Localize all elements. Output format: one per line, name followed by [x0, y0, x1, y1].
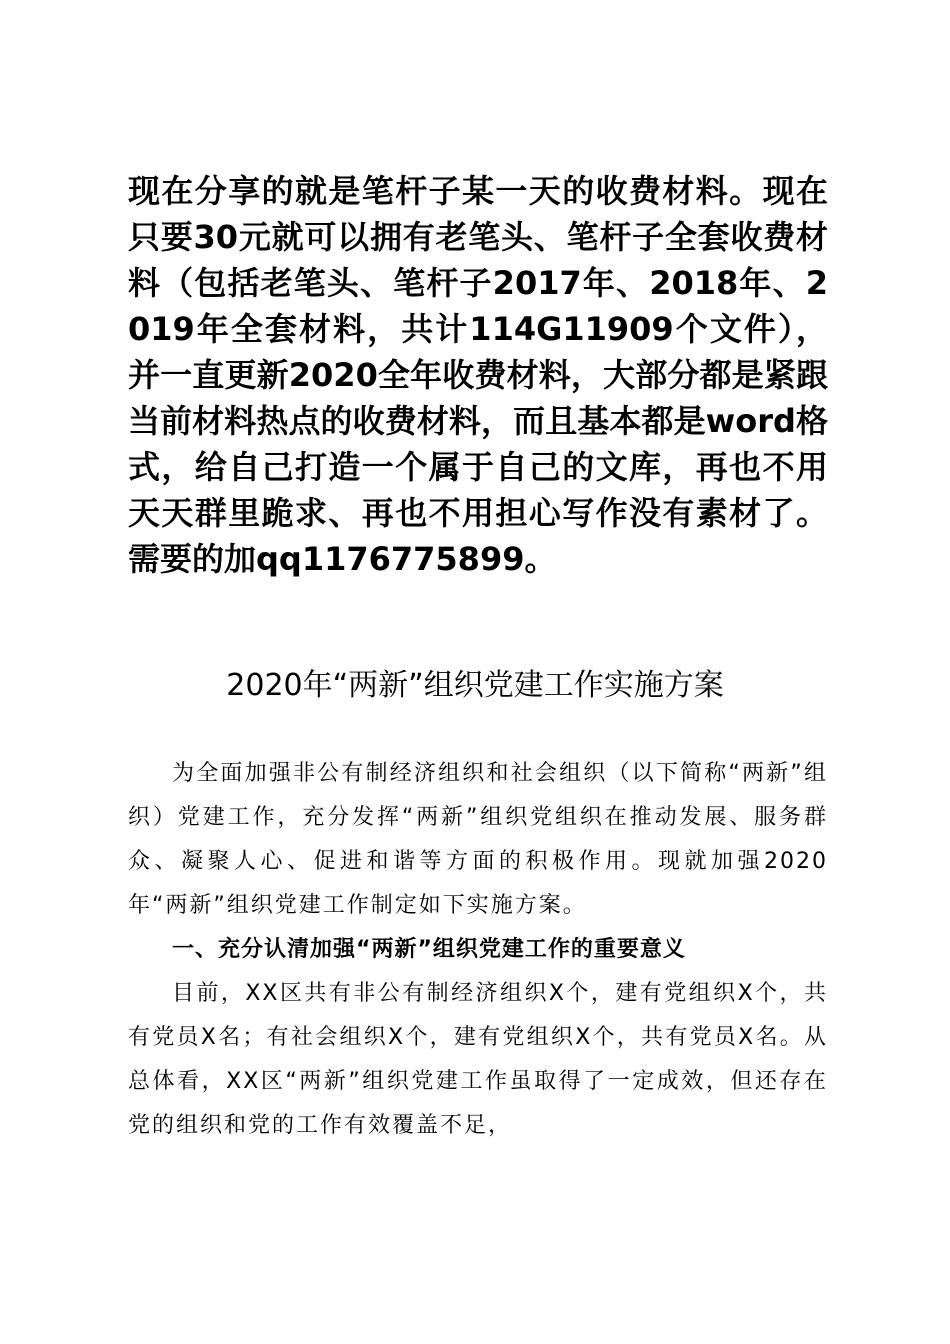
- intro-paragraph: 为全面加强非公有制经济组织和社会组织（以下简称“两新”组织）党建工作，充分发挥“两新”组织党组织在推动发展、服务群众、凝聚人心、促进和谐等方面的积极作用。现就加强2020年“两新”组织党建工作制定如下实施方案。: [128, 761, 828, 918]
- document-body: [128, 752, 828, 1148]
- promo-paragraph: 现在分享的就是笔杆子某一天的收费材料。现在只要30元就可以拥有老笔头、笔杆子全套收费材料（包括老笔头、笔杆子2017年、2018年、2019年全套材料，共计114G11909个文件），并一直更新2020全年收费材料，大部分都是紧跟当前材料热点的收费材料，而且基本都是word格式，给自己打造一个属于自己的文库，再也不用天天群里跪求、再也不用担心写作没有素材了。需要的加qq1176775899。: [128, 172, 828, 578]
- section-heading: 一、充分认清加强“两新”组织党建工作的重要意义: [172, 937, 686, 962]
- document-title: 2020年“两新”组织党建工作实施方案: [226, 668, 724, 703]
- section-paragraph: 目前，XX区共有非公有制经济组织X个，建有党组织X个，共有党员X名；有社会组织X个，建有党组织X个，共有党员X名。从总体看，XX区“两新”组织党建工作虽取得了一定成效，但还存在党的组织和党的工作有效覆盖不足，: [128, 981, 828, 1138]
